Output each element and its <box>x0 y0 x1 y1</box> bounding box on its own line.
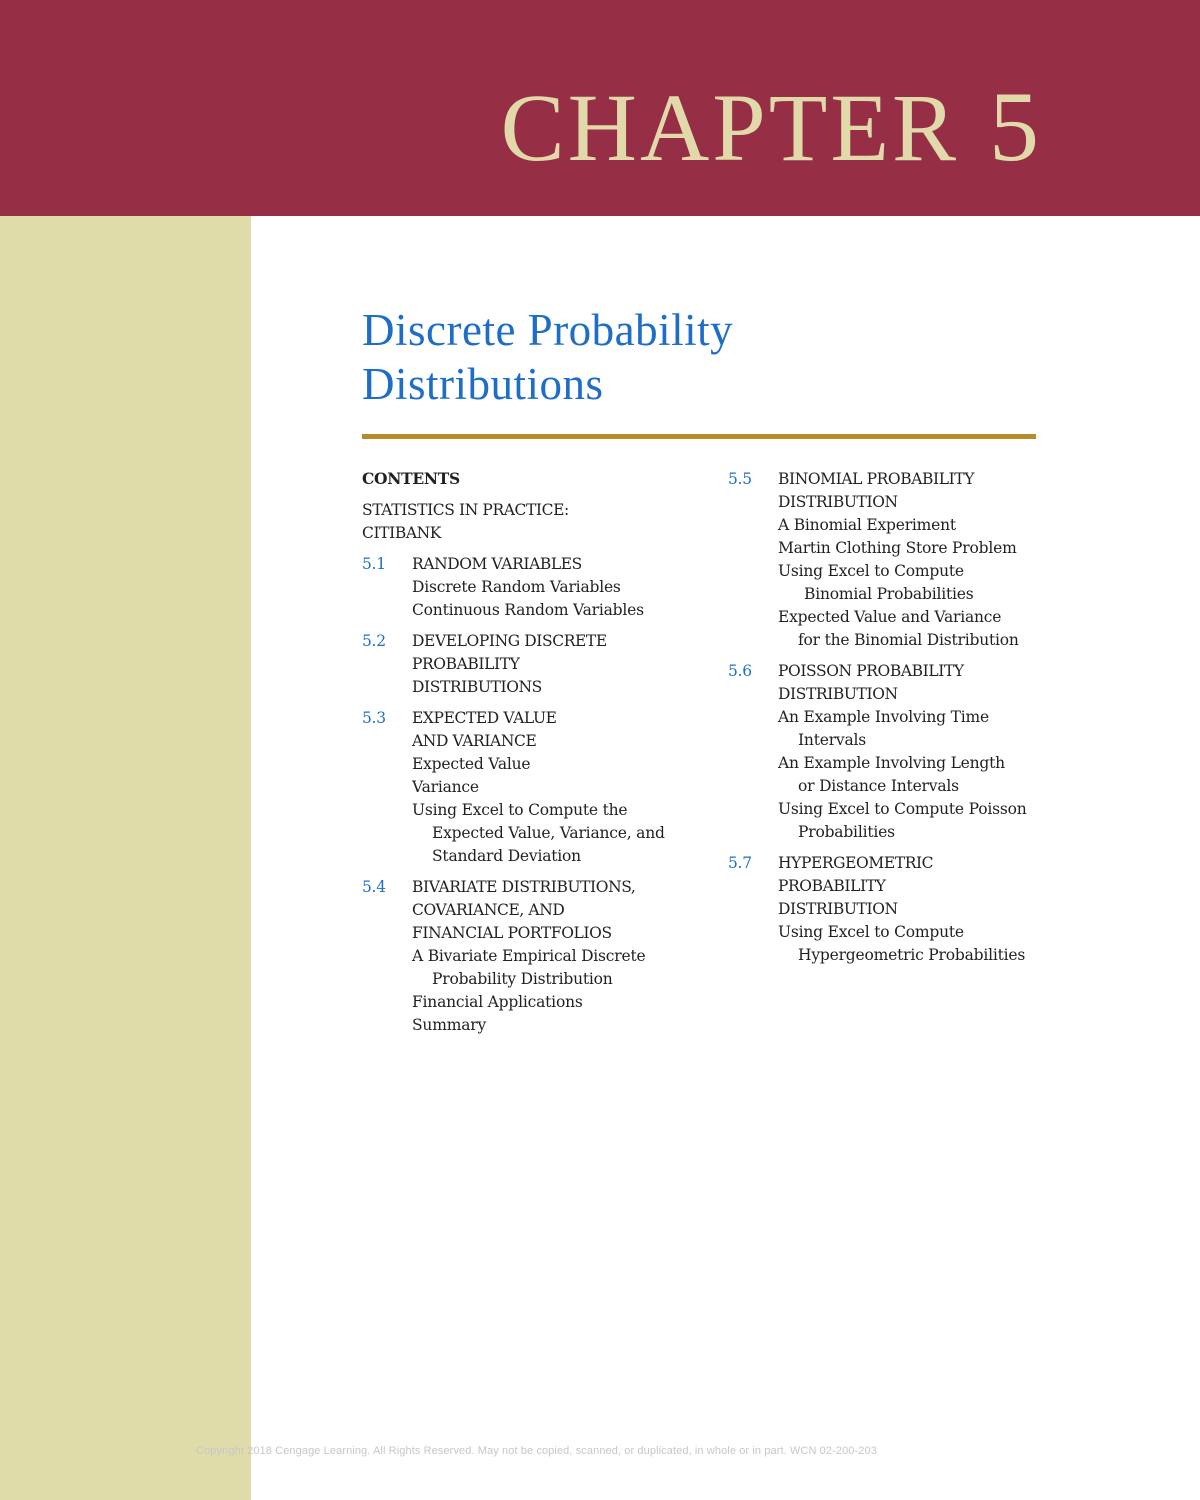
title-divider <box>362 434 1036 439</box>
section-number: 5.6 <box>728 662 752 680</box>
subsection-item: or Distance Intervals <box>798 777 959 795</box>
section-number: 5.5 <box>728 470 752 488</box>
side-band <box>0 216 251 1500</box>
statistics-in-practice <box>362 499 702 545</box>
section-title: COVARIANCE, AND <box>412 901 565 919</box>
chapter-title <box>362 303 733 411</box>
section-title: DISTRIBUTIONS <box>412 678 542 696</box>
chapter-label: CHAPTER <box>500 74 959 181</box>
subsection-item: Martin Clothing Store Problem <box>778 539 1017 557</box>
section-title: EXPECTED VALUE <box>412 709 557 727</box>
subsection-item: Hypergeometric Probabilities <box>798 946 1026 964</box>
section-title: PROBABILITY <box>412 655 520 673</box>
section-title: BIVARIATE DISTRIBUTIONS, <box>412 878 636 896</box>
toc-section-5-1 <box>362 553 702 622</box>
chapter-header-band <box>0 0 1200 216</box>
section-number: 5.4 <box>362 878 386 896</box>
subsection-item: A Binomial Experiment <box>778 516 956 534</box>
subsection-item: Discrete Random Variables <box>412 578 621 596</box>
intro-line: STATISTICS IN PRACTICE: <box>362 501 569 519</box>
section-title: PROBABILITY <box>778 877 886 895</box>
toc-section-5-5 <box>728 468 1048 652</box>
toc-section-5-6 <box>728 660 1048 844</box>
chapter-title-line-2: Distributions <box>362 359 604 409</box>
subsection-item: Using Excel to Compute <box>778 562 964 580</box>
chapter-number: 5 <box>989 71 1042 182</box>
chapter-title-line-1: Discrete Probability <box>362 305 734 355</box>
section-number: 5.3 <box>362 709 386 727</box>
contents-column-right <box>728 468 1048 975</box>
subsection-item: A Bivariate Empirical Discrete <box>412 947 646 965</box>
subsection-item: Continuous Random Variables <box>412 601 644 619</box>
subsection-item: Using Excel to Compute the <box>412 801 628 819</box>
subsection-item: Binomial Probabilities <box>804 585 974 603</box>
subsection-item: for the Binomial Distribution <box>798 631 1019 649</box>
subsection-item: Probabilities <box>798 823 895 841</box>
section-title: DISTRIBUTION <box>778 685 898 703</box>
subsection-item: Variance <box>412 778 479 796</box>
subsection-item: Probability Distribution <box>432 970 613 988</box>
toc-section-5-7 <box>728 852 1048 967</box>
subsection-item: Using Excel to Compute <box>778 923 964 941</box>
contents-column-left <box>362 468 702 1045</box>
toc-section-5-3 <box>362 707 702 868</box>
section-title: BINOMIAL PROBABILITY <box>778 470 975 488</box>
subsection-item: An Example Involving Length <box>778 754 1005 772</box>
subsection-item: Expected Value <box>412 755 531 773</box>
section-number: 5.2 <box>362 632 386 650</box>
section-title: DISTRIBUTION <box>778 900 898 918</box>
subsection-item: Summary <box>412 1016 487 1034</box>
section-number: 5.1 <box>362 555 386 573</box>
section-title: DISTRIBUTION <box>778 493 898 511</box>
section-number: 5.7 <box>728 854 752 872</box>
subsection-item: Financial Applications <box>412 993 583 1011</box>
subsection-item: Using Excel to Compute Poisson <box>778 800 1027 818</box>
subsection-item: Standard Deviation <box>432 847 581 865</box>
chapter-heading <box>501 72 1042 182</box>
section-title: RANDOM VARIABLES <box>412 555 582 573</box>
intro-line: CITIBANK <box>362 524 441 542</box>
subsection-item: Expected Value and Variance <box>778 608 1002 626</box>
contents-heading: CONTENTS <box>362 469 460 488</box>
toc-section-5-2 <box>362 630 702 699</box>
section-title: HYPERGEOMETRIC <box>778 854 934 872</box>
section-title: DEVELOPING DISCRETE <box>412 632 607 650</box>
section-title: AND VARIANCE <box>412 732 537 750</box>
section-title: FINANCIAL PORTFOLIOS <box>412 924 612 942</box>
toc-section-5-4 <box>362 876 702 1037</box>
copyright-notice: Copyright 2018 Cengage Learning. All Rights Reserved. May not be copied, scanned, or duplicated, in whole or in part. WCN 02-200-203 <box>196 1445 877 1457</box>
subsection-item: Expected Value, Variance, and <box>432 824 665 842</box>
section-title: POISSON PROBABILITY <box>778 662 964 680</box>
subsection-item: Intervals <box>798 731 867 749</box>
subsection-item: An Example Involving Time <box>778 708 989 726</box>
